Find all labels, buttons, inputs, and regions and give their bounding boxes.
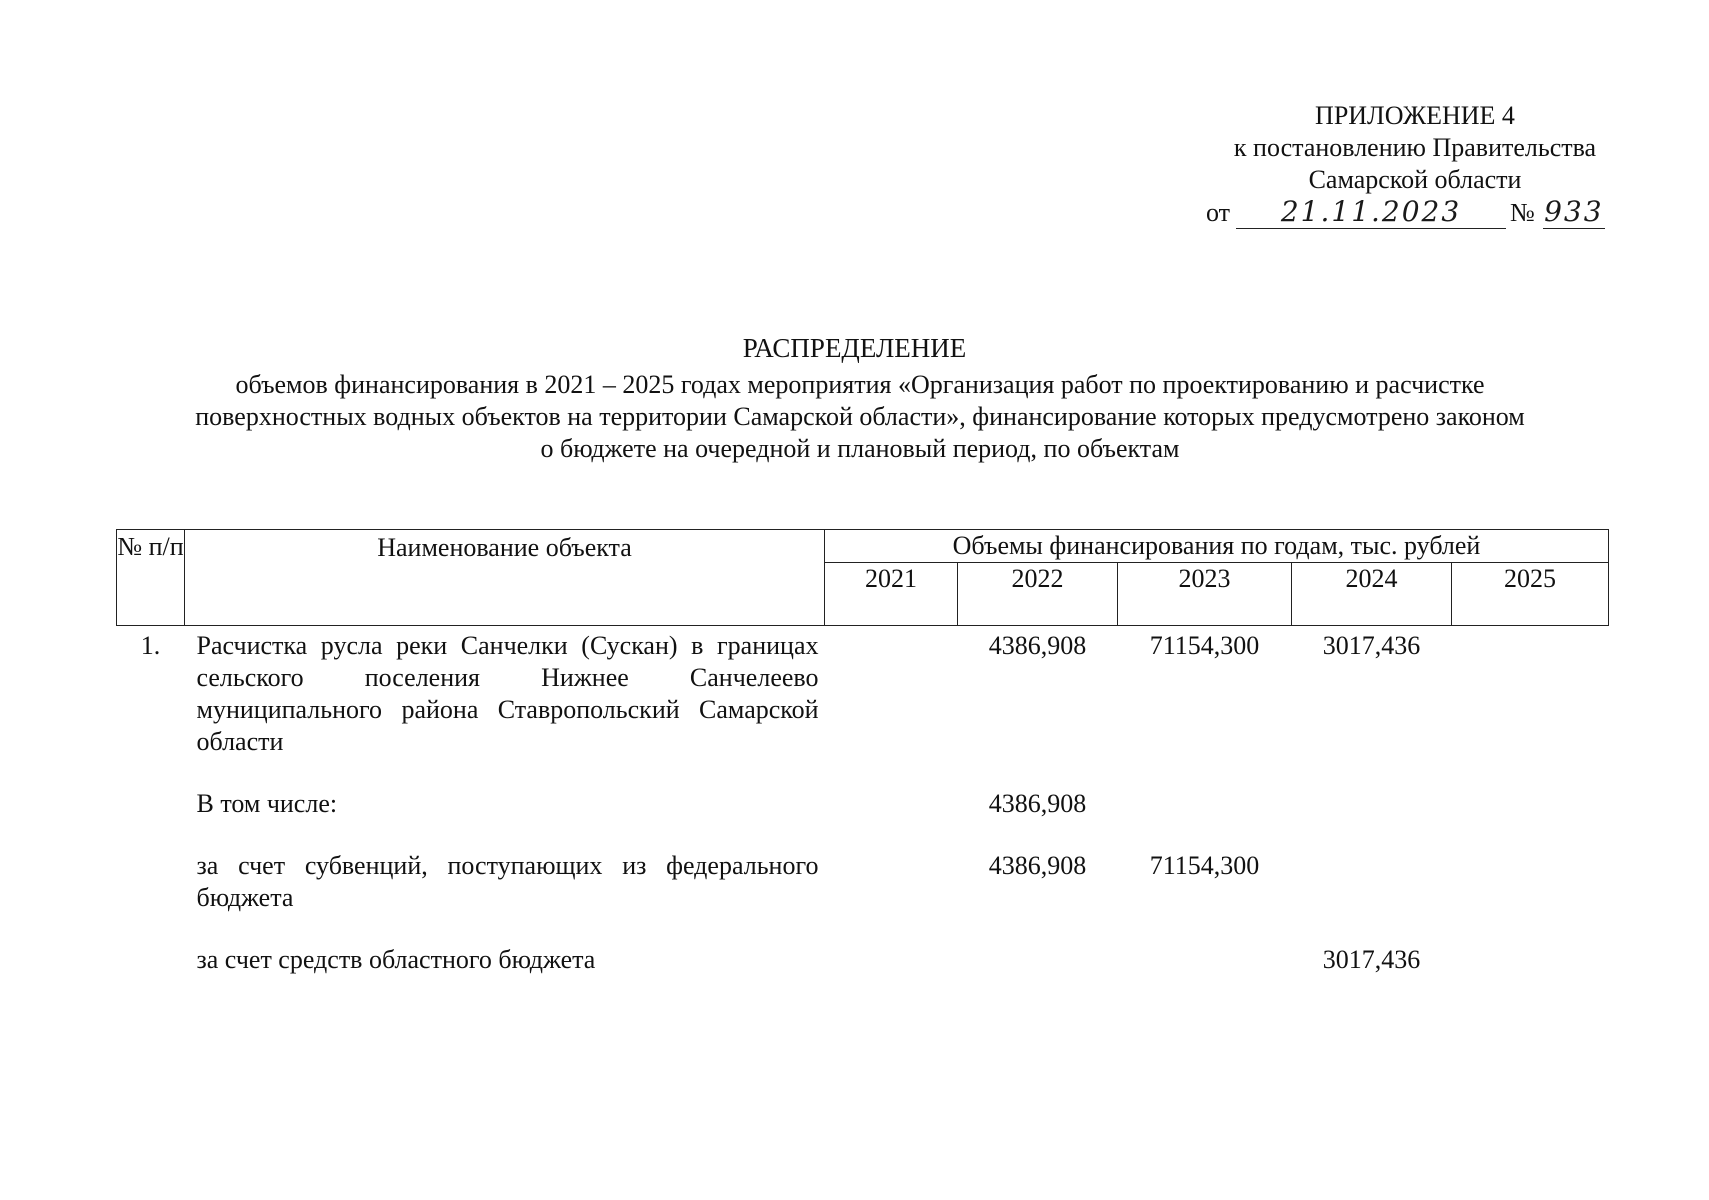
table-row bbox=[117, 850, 1609, 914]
year-cell: 2025 bbox=[1452, 563, 1609, 626]
handwritten-number: 933 bbox=[1544, 195, 1604, 228]
table-row bbox=[117, 788, 1609, 820]
row-value-2023 bbox=[1118, 944, 1292, 976]
row-num: 1. bbox=[140, 631, 161, 660]
row-value-2024 bbox=[1292, 788, 1452, 820]
row-value-2021 bbox=[825, 944, 958, 976]
row-value-2021 bbox=[825, 788, 958, 820]
row-value-2021 bbox=[825, 626, 958, 759]
header-name-cell: Наименование объекта bbox=[185, 530, 825, 626]
row-value-2023: 71154,300 bbox=[1149, 631, 1260, 660]
row-value-2023: 71154,300 bbox=[1149, 851, 1260, 880]
row-value-2025 bbox=[1452, 626, 1609, 759]
row-value-2025 bbox=[1452, 850, 1609, 914]
year-cell: 2022 bbox=[958, 563, 1118, 626]
row-value-2022: 4386,908 bbox=[988, 789, 1087, 818]
document-title: РАСПРЕДЕЛЕНИЕ bbox=[742, 333, 967, 363]
row-value-2024 bbox=[1292, 850, 1452, 914]
document-subtitle bbox=[110, 369, 1610, 465]
row-value-2023 bbox=[1118, 788, 1292, 820]
row-num bbox=[117, 944, 185, 976]
header-num-cell: № п/п bbox=[117, 530, 185, 626]
financing-table bbox=[116, 529, 1609, 976]
header-volumes-cell: Объемы финансирования по годам, тыс. рублей bbox=[825, 530, 1609, 563]
appendix-title: ПРИЛОЖЕНИЕ 4 bbox=[1315, 101, 1515, 130]
year-cell: 2023 bbox=[1118, 563, 1292, 626]
subtitle-line: о бюджете на очередной и плановый период, по объектам bbox=[540, 434, 1180, 463]
appendix-line-2: к постановлению Правительства bbox=[1233, 133, 1597, 162]
date-prefix: от bbox=[1206, 198, 1231, 227]
table-header-row bbox=[117, 530, 1609, 563]
row-value-2024: 3017,436 bbox=[1322, 945, 1421, 974]
row-name: за счет субвенций, поступающих из федерального бюджета bbox=[196, 851, 819, 912]
row-value-2022: 4386,908 bbox=[988, 851, 1087, 880]
number-prefix: № bbox=[1510, 198, 1535, 227]
row-num bbox=[117, 850, 185, 914]
appendix-line-3: Самарской области bbox=[1308, 165, 1522, 194]
year-cell: 2021 bbox=[825, 563, 958, 626]
handwritten-date: 21.11.2023 bbox=[1236, 196, 1506, 229]
row-num bbox=[117, 788, 185, 820]
table-row bbox=[117, 944, 1609, 976]
row-value-2024: 3017,436 bbox=[1322, 631, 1421, 660]
year-cell: 2024 bbox=[1292, 563, 1452, 626]
row-value-2025 bbox=[1452, 944, 1609, 976]
row-name: Расчистка русла реки Санчелки (Сускан) в границах сельского поселения Нижнее Санчелеево муниципального района Ставропольский Самарской области bbox=[196, 631, 819, 756]
appendix-block bbox=[1200, 100, 1630, 229]
row-value-2025 bbox=[1452, 788, 1609, 820]
row-value-2022: 4386,908 bbox=[988, 631, 1087, 660]
row-value-2021 bbox=[825, 850, 958, 914]
row-name: за счет средств областного бюджета bbox=[196, 945, 596, 974]
row-value-2022 bbox=[958, 944, 1118, 976]
row-name: В том числе: bbox=[196, 789, 338, 818]
subtitle-line: объемов финансирования в 2021 – 2025 годах мероприятия «Организация работ по проектированию и расчистке bbox=[235, 370, 1485, 399]
table-row bbox=[117, 626, 1609, 759]
appendix-date-line bbox=[1200, 196, 1630, 229]
subtitle-line: поверхностных водных объектов на территории Самарской области», финансирование которых предусмотрено законом bbox=[195, 402, 1525, 431]
